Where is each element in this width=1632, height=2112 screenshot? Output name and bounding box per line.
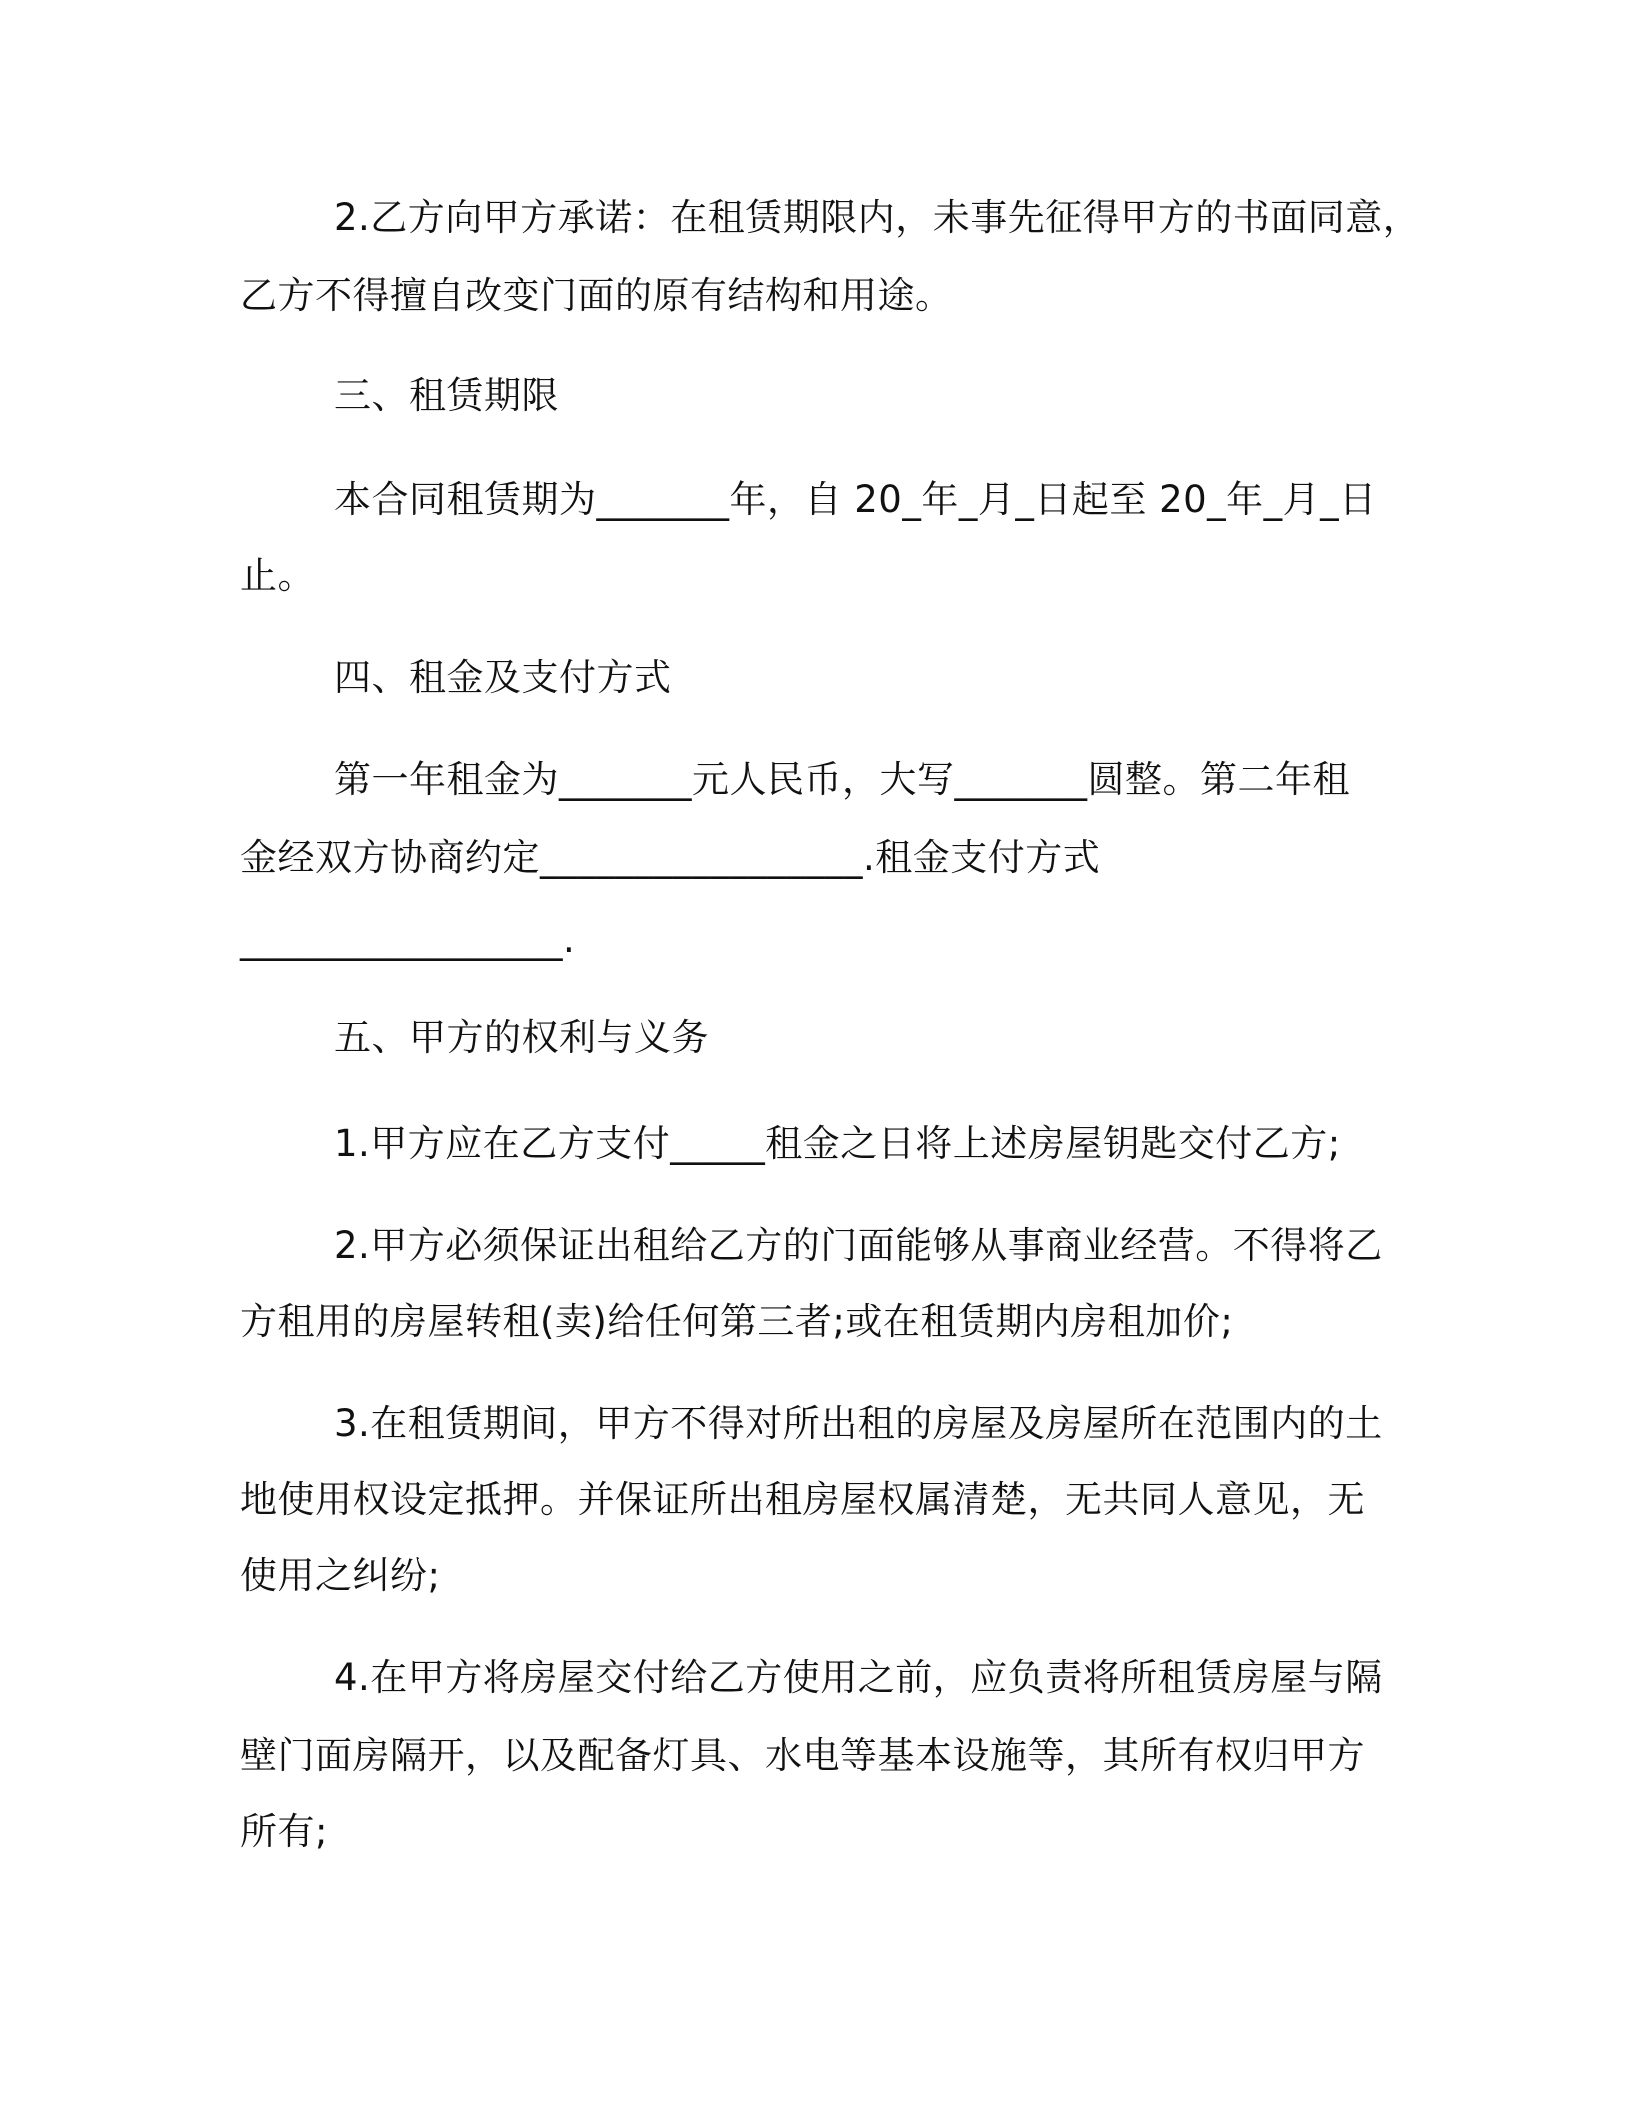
- party-a-clause-3-line-2: 地使用权设定抵押。并保证所出租房屋权属清楚，无共同人意见，无: [240, 1478, 1365, 1521]
- party-a-clause-1: 1.甲方应在乙方支付_____租金之日将上述房屋钥匙交付乙方;: [334, 1122, 1341, 1165]
- clause-2-line-1: 2.乙方向甲方承诺：在租赁期限内，未事先征得甲方的书面同意，: [334, 196, 1421, 239]
- rent-line-3: _________________.: [240, 918, 576, 961]
- party-a-clause-2-line-2: 方租用的房屋转租(卖)给任何第三者;或在租赁期内房租加价;: [240, 1300, 1234, 1343]
- party-a-clause-4-line-1: 4.在甲方将房屋交付给乙方使用之前，应负责将所租赁房屋与隔: [334, 1656, 1383, 1699]
- lease-term-line-2: 止。: [240, 554, 315, 597]
- lease-term-line-1: 本合同租赁期为_______年，自 20_年_月_日起至 20_年_月_日: [334, 478, 1377, 521]
- clause-2-line-2: 乙方不得擅自改变门面的原有结构和用途。: [240, 274, 953, 317]
- rent-line-2: 金经双方协商约定_________________.租金支付方式: [240, 836, 1101, 879]
- section-4-heading: 四、租金及支付方式: [334, 656, 672, 699]
- party-a-clause-4-line-2: 壁门面房隔开，以及配备灯具、水电等基本设施等，其所有权归甲方: [240, 1734, 1365, 1777]
- rent-line-1: 第一年租金为_______元人民币，大写_______圆整。第二年租: [334, 758, 1350, 801]
- section-5-heading: 五、甲方的权利与义务: [334, 1016, 709, 1059]
- party-a-clause-3-line-3: 使用之纠纷;: [240, 1554, 441, 1597]
- party-a-clause-3-line-1: 3.在租赁期间，甲方不得对所出租的房屋及房屋所在范围内的土: [334, 1402, 1383, 1445]
- section-3-heading: 三、租赁期限: [334, 374, 559, 417]
- party-a-clause-2-line-1: 2.甲方必须保证出租给乙方的门面能够从事商业经营。不得将乙: [334, 1224, 1383, 1267]
- party-a-clause-4-line-3: 所有;: [240, 1810, 328, 1853]
